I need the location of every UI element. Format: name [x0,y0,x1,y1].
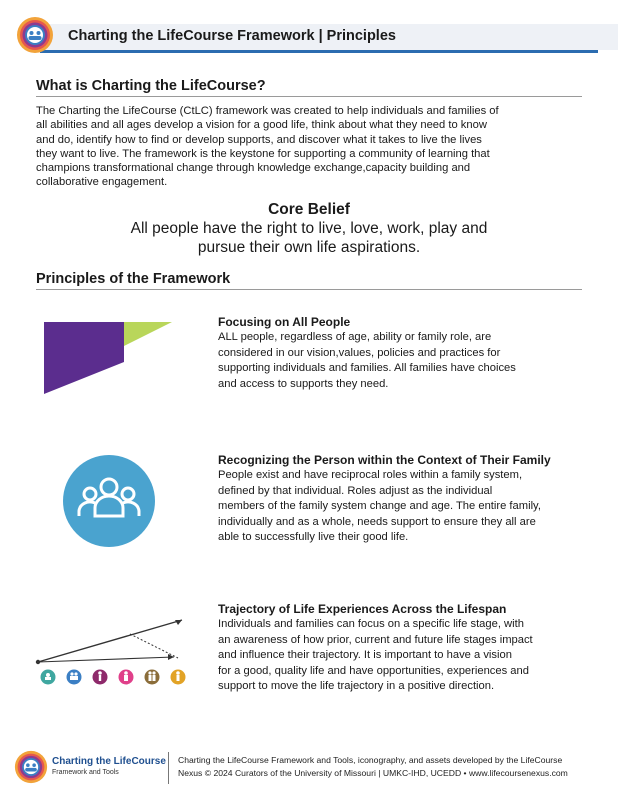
footer-line: Nexus © 2024 Curators of the University of Missouri | UMKC-IHD, UCEDD • www.lifecoursenexus.com [178,768,568,778]
principle-line: and access to supports they need. [218,377,389,390]
principles-rule [36,289,582,290]
what-is-line: and do, identify how to find or develop supports, and discover what it takes to live the lives [36,133,482,146]
all-people-triangle-icon [44,322,174,394]
family-group-icon [62,454,156,548]
life-stage-icons [41,670,186,685]
principles-heading: Principles of the Framework [36,271,231,287]
what-is-paragraph [36,104,596,190]
footer-divider [168,752,169,784]
footer-line: Charting the LifeCourse Framework and Tools, iconography, and assets developed by the LifeCourse [178,755,563,765]
what-is-line: all abilities and all ages develop a vision for a good life, think about what they need to know [36,119,487,132]
lifecourse-logo-icon [16,16,54,54]
life-trajectory-icon [34,612,190,692]
page-title: Charting the LifeCourse Framework | Principles [68,28,396,44]
principle-title: Focusing on All People [218,315,351,329]
footer-logo-icon [14,750,48,784]
principle-line: an awareness of how prior, current and future life stages impact [218,633,533,646]
principle-line: individually and as a whole, needs support to ensure they all are [218,515,536,528]
principle-line: supporting individuals and families. All families have choices [218,362,516,375]
principle-line: able to successfully live their good life. [218,531,409,544]
footer-brand-sub: Framework and Tools [52,769,119,776]
core-belief-line: pursue their own life aspirations. [197,239,421,256]
core-belief-line: All people have the right to live, love, work, play and [130,220,488,237]
what-is-heading: What is Charting the LifeCourse? [36,78,266,94]
principle-title: Recognizing the Person within the Context of Their Family [218,453,551,467]
principle-text [218,330,588,392]
principle-line: Individuals and families can focus on a specific life stage, with [218,618,524,630]
principle-line: defined by that individual. Roles adjust as the individual [218,484,493,497]
footer-brand: Charting the LifeCourse [52,756,166,767]
principle-line: and influence their trajectory. It is important to have a vision [218,649,512,662]
what-is-line: The Charting the LifeCourse (CtLC) framework was created to help individuals and families of [36,105,499,117]
principle-text [218,468,598,546]
principle-line: for a good, quality life and have opportunities, experiences and [218,664,529,677]
what-is-rule [36,96,582,97]
principle-title: Trajectory of Life Experiences Across the Lifespan [218,602,507,616]
what-is-line: they want to live. The framework is the keystone for supporting a community of learning that [36,147,490,160]
core-belief-text [0,219,618,257]
header-rule [40,50,598,53]
what-is-line: collaborative engagement. [36,176,168,189]
footer-credits [178,754,598,780]
core-belief-title: Core Belief [268,201,350,218]
principle-line: support to move the life trajectory in a positive direction. [218,680,495,693]
what-is-line: champions transformational change through knowledge exchange,capacity building and [36,162,471,175]
principle-line: People exist and have reciprocal roles within a family system, [218,469,523,481]
principle-line: members of the family system change and age. The entire family, [218,500,541,513]
principle-text [218,617,598,695]
principle-line: ALL people, regardless of age, ability or family role, are [218,331,492,343]
principle-line: considered in our vision,values, policies and practices for [218,346,501,359]
